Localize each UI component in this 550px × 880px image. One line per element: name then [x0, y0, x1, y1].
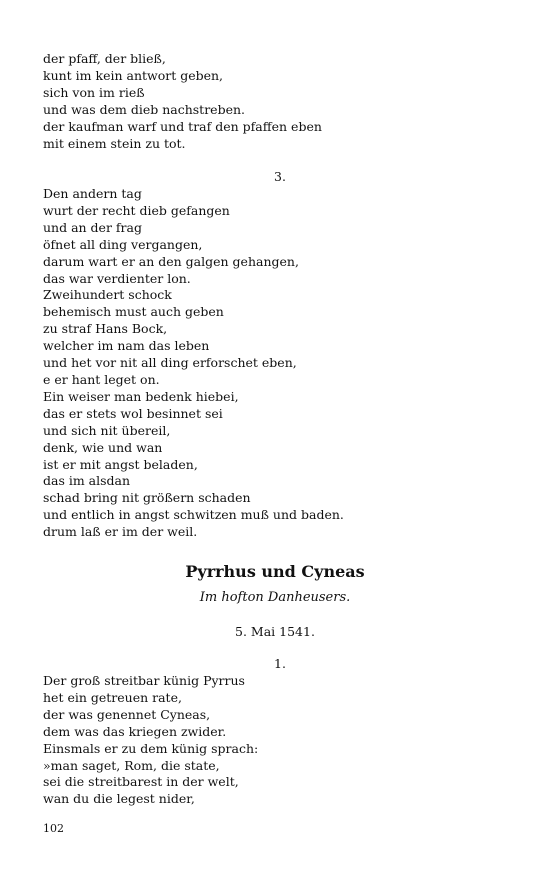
poem-title: Pyrrhus und Cyneas — [185, 562, 365, 581]
verse-line: drum laß er im der weil. — [43, 524, 198, 540]
verse-line: und sich nit übereil, — [43, 422, 171, 438]
stanza-number-1: 1. — [274, 656, 286, 671]
verse-line: das er stets wol besinnet sei — [43, 405, 223, 421]
verse-line: das im alsdan — [43, 473, 131, 489]
verse-line: und an der frag — [43, 219, 142, 235]
page-number: 102 — [43, 822, 64, 835]
verse-line: Zweihundert schock — [43, 287, 172, 303]
verse-line: mit einem stein zu tot. — [43, 135, 186, 151]
verse-line: behemisch must auch geben — [43, 304, 224, 320]
verse-block-stanza-2-end — [43, 51, 513, 152]
poem-subtitle: Im hofton Danheusers. — [199, 590, 351, 605]
verse-block-stanza-1 — [43, 673, 513, 808]
verse-line: wan du die legest nider, — [43, 791, 195, 807]
verse-line: und entlich in angst schwitzen muß und baden. — [43, 507, 344, 523]
verse-line: welcher im nam das leben — [43, 338, 210, 354]
verse-line: der kaufman warf und traf den pfaffen eben — [43, 118, 322, 134]
verse-line: Der groß streitbar künig Pyrrus — [43, 673, 245, 688]
verse-line: Den andern tag — [43, 186, 142, 201]
verse-line: der pfaff, der bließ, — [43, 51, 166, 66]
stanza-number-3: 3. — [274, 169, 286, 184]
verse-line: het ein getreuen rate, — [43, 689, 182, 705]
verse-block-stanza-3 — [43, 186, 513, 541]
verse-line: darum wart er an den galgen gehangen, — [43, 253, 299, 269]
verse-line: Einsmals er zu dem künig sprach: — [43, 740, 259, 756]
verse-line: das war verdienter lon. — [43, 270, 191, 286]
verse-line: zu straf Hans Bock, — [43, 321, 168, 337]
verse-line: und het vor nit all ding erforschet eben, — [43, 355, 297, 371]
verse-line: der was genennet Cyneas, — [43, 706, 211, 722]
verse-line: Ein weiser man bedenk hiebei, — [43, 388, 239, 404]
verse-line: schad bring nit größern schaden — [43, 490, 251, 506]
verse-line: »man saget, Rom, die state, — [43, 757, 220, 773]
verse-line: sei die streitbarest in der welt, — [43, 774, 239, 790]
verse-line: dem was das kriegen zwider. — [43, 723, 227, 739]
verse-line: öfnet all ding vergangen, — [43, 236, 203, 252]
verse-line: wurt der recht dieb gefangen — [43, 202, 230, 218]
verse-line: denk, wie und wan — [43, 439, 163, 455]
poem-date: 5. Mai 1541. — [235, 624, 315, 639]
verse-line: und was dem dieb nachstreben. — [43, 101, 246, 117]
verse-line: kunt im kein antwort geben, — [43, 67, 224, 83]
verse-line: sich von im rieß — [43, 84, 145, 100]
verse-line: ist er mit angst beladen, — [43, 456, 198, 472]
verse-line: e er hant leget on. — [43, 371, 160, 387]
